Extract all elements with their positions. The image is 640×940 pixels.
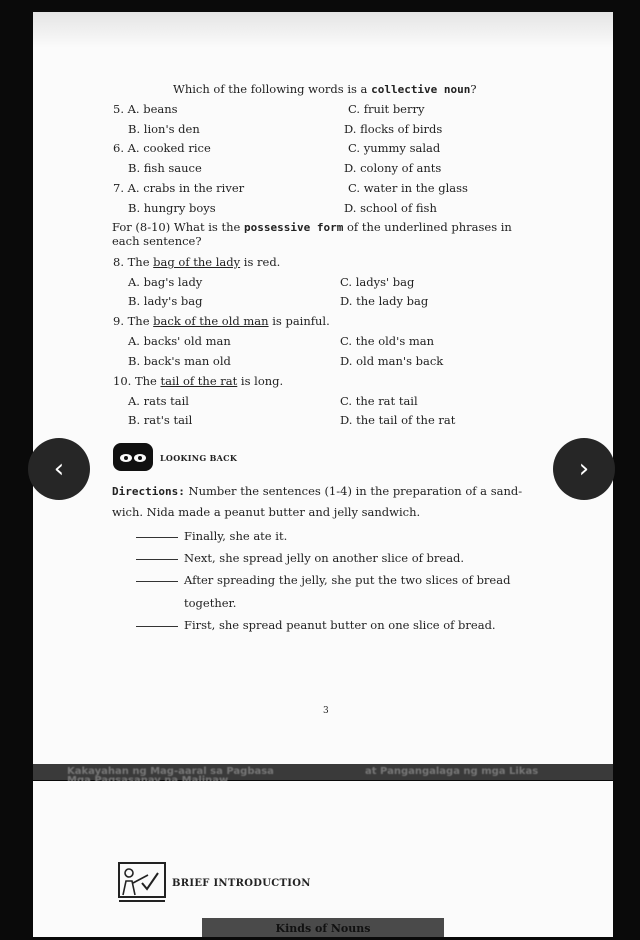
q7-option-d: D. school of fish	[344, 201, 437, 215]
step-text: Finally, she ate it.	[184, 529, 288, 543]
brief-introduction-heading: BRIEF INTRODUCTION	[172, 878, 311, 889]
instruction-bold: possessive form	[243, 221, 344, 234]
step-text: Next, she spread jelly on another slice of bread.	[184, 551, 465, 565]
step-row	[136, 529, 287, 543]
q10-option-a: A. rats tail	[128, 394, 189, 408]
q8-sentence	[113, 255, 280, 269]
q5-option-c: C. fruit berry	[348, 102, 425, 116]
possessive-instruction	[112, 220, 512, 235]
looking-back-heading: LOOKING BACK	[160, 453, 238, 463]
page-top-shade	[33, 12, 613, 48]
q9-option-c: C. the old's man	[340, 334, 435, 348]
step-row	[136, 618, 496, 632]
answer-blank[interactable]	[136, 559, 178, 560]
q6-option-a: 6. A. cooked rice	[113, 141, 211, 155]
q9-option-b: B. back's man old	[128, 354, 231, 368]
q9-sentence	[113, 314, 330, 328]
step-row	[136, 573, 510, 587]
q10-sentence	[113, 374, 283, 388]
instruction-end: of the underlined phrases in	[343, 220, 512, 234]
possessive-instruction-line2: each sentence?	[112, 234, 202, 248]
q10-pre: 10. The	[113, 374, 161, 388]
question-end: ?	[470, 82, 477, 96]
next-page-button[interactable]	[553, 438, 615, 500]
mask-icon	[113, 443, 153, 471]
page-gap-strip	[33, 764, 613, 780]
strip-text-right: at Pangangalaga ng mga Likas	[365, 766, 539, 777]
chevron-right-icon: ›	[578, 454, 590, 484]
strip-text-left: Kakayahan ng Mag-aaral sa Pagbasa	[67, 766, 274, 777]
answer-blank[interactable]	[136, 626, 178, 627]
step-row	[136, 551, 464, 565]
q10-option-d: D. the tail of the rat	[340, 413, 456, 427]
q6-option-c: C. yummy salad	[348, 141, 441, 155]
directions-line2: wich. Nida made a peanut butter and jelly sandwich.	[112, 505, 421, 519]
q6-option-d: D. colony of ants	[344, 161, 442, 175]
q7-option-a: 7. A. crabs in the river	[113, 181, 245, 195]
q5-option-d: D. flocks of birds	[344, 122, 443, 136]
q10-post: is long.	[237, 374, 284, 388]
q8-post: is red.	[240, 255, 281, 269]
q9-pre: 9. The	[113, 314, 154, 328]
q10-option-c: C. the rat tail	[340, 394, 418, 408]
answer-blank[interactable]	[136, 537, 178, 538]
q5-option-b: B. lion's den	[128, 122, 200, 136]
q7-option-c: C. water in the glass	[348, 181, 468, 195]
q8-option-d: D. the lady bag	[340, 294, 429, 308]
prev-page-button[interactable]	[28, 438, 90, 500]
worksheet-page	[33, 12, 613, 764]
q5-option-a: 5. A. beans	[113, 102, 178, 116]
q8-option-c: C. ladys' bag	[340, 275, 415, 289]
directions-body: Number the sentences (1-4) in the preparation of a sand-	[184, 484, 523, 498]
teacher-board-icon	[118, 861, 166, 903]
step-text: After spreading the jelly, she put the two slices of bread	[184, 573, 511, 587]
next-page	[33, 781, 613, 937]
question-bold: collective noun	[371, 83, 471, 96]
collective-noun-question	[173, 82, 477, 97]
kinds-of-nouns-tab: Kinds of Nouns	[202, 918, 444, 937]
q8-pre: 8. The	[113, 255, 154, 269]
q7-option-b: B. hungry boys	[128, 201, 216, 215]
q6-option-b: B. fish sauce	[128, 161, 202, 175]
answer-blank[interactable]	[136, 581, 178, 582]
chevron-left-icon: ‹	[53, 454, 65, 484]
instruction-text: For (8-10) What is the	[112, 220, 244, 234]
q8-option-b: B. lady's bag	[128, 294, 203, 308]
q9-post: is painful.	[268, 314, 330, 328]
q10-option-b: B. rat's tail	[128, 413, 193, 427]
directions-label: Directions:	[112, 485, 185, 498]
q9-underlined: back of the old man	[153, 314, 269, 328]
step-continuation: together.	[184, 596, 237, 610]
q9-option-d: D. old man's back	[340, 354, 444, 368]
directions-text	[112, 484, 522, 499]
step-text: First, she spread peanut butter on one slice of bread.	[184, 618, 496, 632]
q10-underlined: tail of the rat	[160, 374, 238, 388]
page-number: 3	[323, 706, 329, 716]
q9-option-a: A. backs' old man	[128, 334, 231, 348]
q8-underlined: bag of the lady	[153, 255, 241, 269]
question-text: Which of the following words is a	[173, 82, 372, 96]
q8-option-a: A. bag's lady	[128, 275, 203, 289]
